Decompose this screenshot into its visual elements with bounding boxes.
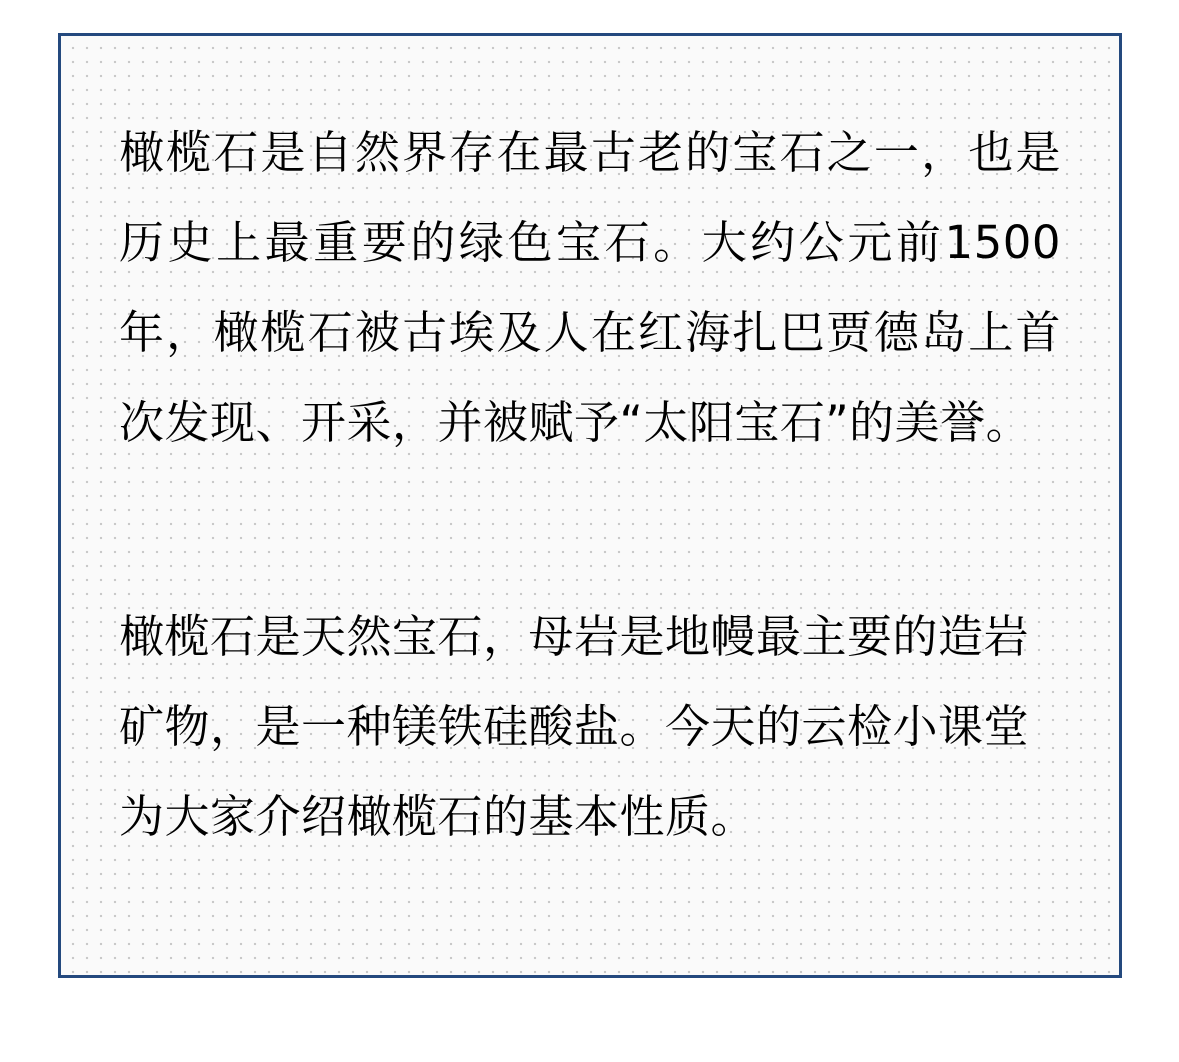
card-content-area xyxy=(61,36,1119,975)
paragraph-1: 橄榄石是自然界存在最古老的宝石之一，也是历史上最重要的绿色宝石。大约公元前1500年，橄榄石被古埃及人在红海扎巴贾德岛上首次发现、开采，并被赋予“太阳宝石”的美誉。 xyxy=(119,126,1061,449)
paragraph-2: 橄榄石是天然宝石，母岩是地幔最主要的造岩矿物，是一种镁铁硅酸盐。今天的云检小课堂为大家介绍橄榄石的基本性质。 xyxy=(119,610,1030,843)
content-card xyxy=(58,33,1122,978)
